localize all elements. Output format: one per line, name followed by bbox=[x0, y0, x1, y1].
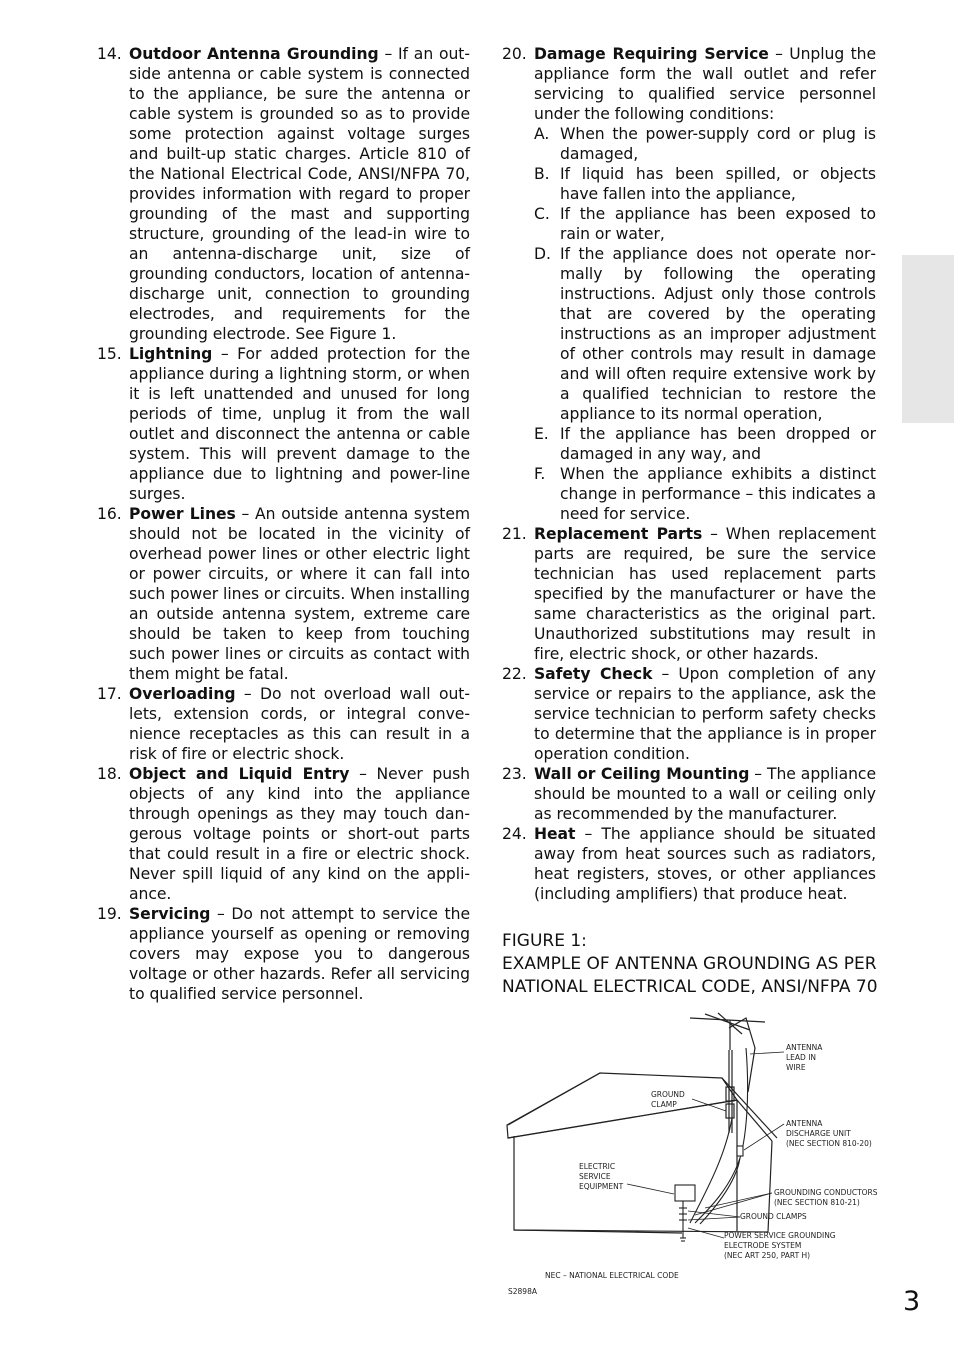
figure-caption bbox=[502, 930, 882, 999]
item-text: – If an outside antenna or cable system is connected to the appliance, be sure the antenna or cable system is grounded so as to provide some protection against voltage surges and built-up static charges. Article 810 of the National Electrical Code, ANSI/NFPA 70, provides information with regard to proper grounding of the mast and supporting structure, grounding of the lead-in wire to an antenna-discharge unit, size of grounding conductors, location of antenna-discharge unit, connection to grounding electrodes, and requirements for the grounding electrode. See Figure 1. bbox=[129, 45, 470, 343]
side-tab bbox=[902, 255, 954, 423]
label-power-3: (NEC ART 250, PART H) bbox=[724, 1251, 811, 1260]
label-conductors-2: (NEC SECTION 810-21) bbox=[774, 1198, 860, 1207]
list-item bbox=[97, 764, 470, 904]
figure-caption-label: FIGURE 1: bbox=[502, 931, 587, 951]
left-column bbox=[97, 44, 470, 1004]
label-figure-code: S2898A bbox=[508, 1287, 537, 1296]
sub-letter: D. bbox=[534, 245, 551, 263]
label-ground-clamps: GROUND CLAMPS bbox=[740, 1212, 807, 1221]
sub-text: When the power-supply cord or plug is damaged, bbox=[560, 125, 876, 163]
sub-letter: B. bbox=[534, 165, 550, 183]
item-number: 19. bbox=[97, 905, 122, 923]
item-title: Outdoor Antenna Grounding bbox=[129, 45, 379, 63]
item-number: 22. bbox=[502, 665, 527, 683]
sub-text: If the appliance has been exposed to rain or water, bbox=[560, 205, 876, 243]
item-text: – Do not attempt to service the appliance yourself as opening or removing covers may expose you to dangerous voltage or other hazards. Refer all servicing to qualified service personnel. bbox=[129, 905, 470, 1003]
list-item bbox=[502, 664, 876, 764]
item-title: Power Lines bbox=[129, 505, 236, 523]
label-antenna-lead-2: LEAD IN bbox=[786, 1053, 817, 1062]
antenna-mast bbox=[690, 1013, 765, 1133]
item-number: 24. bbox=[502, 825, 527, 843]
right-column bbox=[502, 44, 876, 904]
label-ground-clamp-2: CLAMP bbox=[651, 1100, 677, 1109]
sub-letter: C. bbox=[534, 205, 550, 223]
item-title: Damage Requiring Service bbox=[534, 45, 769, 63]
item-title: Heat bbox=[534, 825, 576, 843]
sub-text: If liquid has been spilled, or objects have fallen into the appliance, bbox=[560, 165, 876, 203]
list-item bbox=[502, 44, 876, 524]
label-discharge-3: (NEC SECTION 810-20) bbox=[786, 1139, 872, 1148]
item-title: Overloading bbox=[129, 685, 236, 703]
label-nec-note: NEC – NATIONAL ELECTRICAL CODE bbox=[545, 1271, 679, 1280]
label-discharge: ANTENNA bbox=[786, 1119, 823, 1128]
label-antenna-lead-3: WIRE bbox=[786, 1063, 806, 1072]
item-number: 15. bbox=[97, 345, 122, 363]
item-text: – Upon completion of any service or repairs to the appliance, ask the service technician to perform safety checks to determine that the appliance is in proper operation condition. bbox=[534, 665, 876, 763]
label-electric-2: SERVICE bbox=[579, 1172, 611, 1181]
sub-item bbox=[534, 464, 876, 524]
list-item bbox=[97, 904, 470, 1004]
item-title: Servicing bbox=[129, 905, 211, 923]
item-number: 21. bbox=[502, 525, 527, 543]
item-title: Wall or Ceiling Mounting bbox=[534, 765, 750, 783]
list-item bbox=[502, 524, 876, 664]
item-title: Lightning bbox=[129, 345, 213, 363]
list-item bbox=[97, 504, 470, 684]
sub-text: If the appliance does not operate normally by following the operating instructions. Adjust only those controls that are covered by the operating instructions as an improper adjustment of other controls may result in damage and will often require extensive work by a qualified technician to restore the appliance to its normal operation, bbox=[560, 245, 876, 423]
sub-list bbox=[534, 124, 876, 524]
list-item bbox=[97, 344, 470, 504]
sub-letter: E. bbox=[534, 425, 549, 443]
item-number: 16. bbox=[97, 505, 122, 523]
item-text: – Never push objects of any kind into the appliance through openings as they may touch dangerous voltage points or short-out parts that could result in a fire or electric shock. Never spill liquid of any kind on the appliance. bbox=[129, 765, 470, 903]
sub-letter: F. bbox=[534, 465, 546, 483]
item-number: 14. bbox=[97, 45, 122, 63]
label-conductors: GROUNDING CONDUCTORS bbox=[774, 1188, 878, 1197]
item-title: Replacement Parts bbox=[534, 525, 703, 543]
sub-letter: A. bbox=[534, 125, 550, 143]
label-electric: ELECTRIC bbox=[579, 1162, 616, 1171]
label-electric-3: EQUIPMENT bbox=[579, 1182, 624, 1191]
sub-item bbox=[534, 124, 876, 164]
sub-text: When the appliance exhibits a distinct change in performance – this indicates a need for service. bbox=[560, 465, 876, 523]
sub-item bbox=[534, 424, 876, 464]
item-text: – Do not overload wall outlets, extension cords, or integral convenience receptacles as this can result in a risk of fire or electric shock. bbox=[129, 685, 470, 763]
list-item bbox=[97, 44, 470, 344]
sub-item bbox=[534, 244, 876, 424]
item-number: 17. bbox=[97, 685, 122, 703]
item-text: – When replacement parts are required, be sure the service technician has used replacement parts specified by the manufacturer or have the same characteristics as the original part. Unauthorized substitutions may result in fire, electric shock, or other hazards. bbox=[534, 525, 876, 663]
label-discharge-2: DISCHARGE UNIT bbox=[786, 1129, 851, 1138]
list-item bbox=[97, 684, 470, 764]
item-text: – For added protection for the appliance during a lightning storm, or when it is left unattended and unused for long periods of time, unplug it from the wall outlet and disconnect the antenna or cable system. This will prevent damage to the appliance due to lightning and power-line surges. bbox=[129, 345, 470, 503]
figure-caption-title: EXAMPLE OF ANTENNA GROUNDING AS PER NATIONAL ELECTRICAL CODE, ANSI/NFPA 70 bbox=[502, 954, 878, 997]
label-ground-clamp: GROUND bbox=[651, 1090, 685, 1099]
label-power: POWER SERVICE GROUNDING bbox=[724, 1231, 836, 1240]
item-text: – Unplug the appliance form the wall outlet and refer servicing to qualified service personnel under the following conditions: bbox=[534, 45, 877, 123]
item-title: Safety Check bbox=[534, 665, 653, 683]
item-number: 23. bbox=[502, 765, 527, 783]
list-item bbox=[502, 824, 876, 904]
list-item bbox=[502, 764, 876, 824]
item-number: 20. bbox=[502, 45, 527, 63]
label-power-2: ELECTRODE SYSTEM bbox=[724, 1241, 802, 1250]
label-antenna-lead: ANTENNA bbox=[786, 1043, 823, 1052]
item-title: Object and Liquid Entry bbox=[129, 765, 350, 783]
page-number: 3 bbox=[903, 1286, 921, 1317]
item-text: – An outside antenna system should not be located in the vicinity of overhead power lines or other electric light or power circuits, or where it can fall into such power lines or circuits. When installing an outside antenna system, extreme care should be taken to keep from touching such power lines or circuits as contact with them might be fatal. bbox=[129, 505, 471, 683]
sub-item bbox=[534, 204, 876, 244]
item-number: 18. bbox=[97, 765, 122, 783]
item-text: – The appliance should be situated away from heat sources such as radiators, heat registers, stoves, or other appliances (including amplifiers) that produce heat. bbox=[534, 825, 876, 903]
antenna-grounding-diagram bbox=[500, 1008, 890, 1298]
sub-text: If the appliance has been dropped or damaged in any way, and bbox=[560, 425, 876, 463]
item-text: – The appliance should be mounted to a wall or ceiling only as recommended by the manufacturer. bbox=[534, 765, 876, 823]
sub-item bbox=[534, 164, 876, 204]
